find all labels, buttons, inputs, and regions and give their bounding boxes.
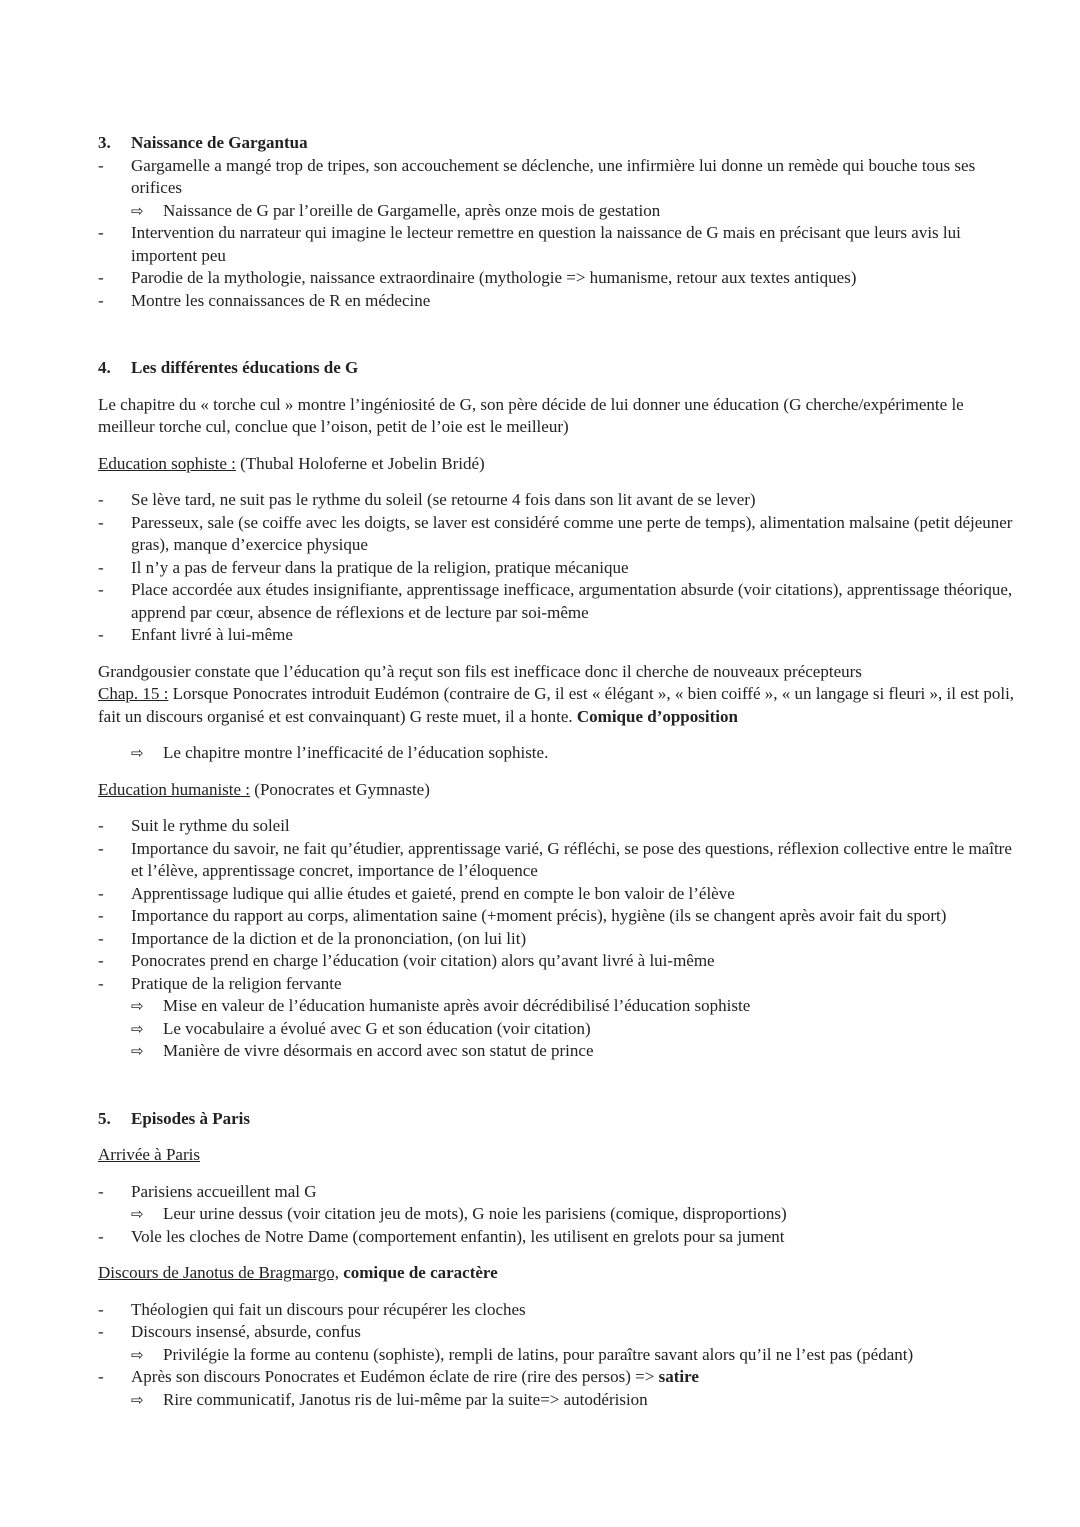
bullet-item [0, 950, 1080, 973]
bullet-item [0, 905, 1080, 928]
bullet-text: Pratique de la religion fervante [131, 973, 342, 993]
subtitle-bold: comique de caractère [338, 1263, 498, 1282]
arrow-icon: ⇨ [131, 997, 144, 1015]
arrow-text: Manière de vivre désormais en accord avec son statut de prince [163, 1041, 594, 1060]
bullet-text: Suit le rythme du soleil [131, 816, 290, 835]
chap15-text: Lorsque Ponocrates introduit Eudémon (contraire de G, il est « élégant », « bien coiffé », « un langage si fleuri », il est poli, fait un discours organisé et est convainquant) G reste muet, il a honte. [98, 684, 1015, 726]
bullet-item [0, 1181, 1080, 1204]
dash-icon: - [98, 973, 104, 993]
arrow-item [0, 1344, 1080, 1367]
bullet-item [0, 579, 1080, 624]
bullet-text: Vole les cloches de Notre Dame (comportement enfantin), les utilisent en grelots pour sa jument [131, 1226, 785, 1246]
arrow-text: Rire communicatif, Janotus ris de lui-même par la suite=> autodérision [163, 1389, 648, 1409]
bullet-item [0, 489, 1080, 512]
bullet-text: Importance du savoir, ne fait qu’étudier, apprentissage varié, G réfléchi, se pose des questions, réflexion collective entre le maître et l’élève, apprentissage concret, importance de l’éloquence [131, 838, 1012, 880]
bullet-item [0, 815, 1080, 838]
arrow-text: Mise en valeur de l’éducation humaniste après avoir décrédibilisé l’éducation sophiste [163, 996, 751, 1015]
arrow-icon: ⇨ [131, 744, 144, 762]
arrow-item [0, 1203, 1080, 1226]
arrow-item [0, 1018, 1080, 1041]
bullet-text: Parisiens accueillent mal G [131, 1181, 317, 1201]
bullet-text: Se lève tard, ne suit pas le rythme du soleil (se retourne 4 fois dans son lit avant de se lever) [131, 490, 756, 509]
dash-icon: - [98, 906, 104, 925]
bullet-text: Il n’y a pas de ferveur dans la pratique de la religion, pratique mécanique [131, 557, 629, 577]
subtitle-arrivee [0, 1144, 1080, 1167]
arrow-text: Le chapitre montre l’inefficacité de l’éducation sophiste. [163, 743, 549, 762]
arrow-text: Leur urine dessus (voir citation jeu de mots), G noie les parisiens (comique, disproportions) [163, 1204, 787, 1223]
subtitle-sophiste [0, 453, 1080, 476]
dash-icon: - [98, 1181, 104, 1201]
arrow-text: Le vocabulaire a évolué avec G et son éducation (voir citation) [163, 1018, 591, 1038]
dash-icon: - [98, 512, 104, 532]
bullet-bold: satire [658, 1367, 699, 1386]
dash-icon: - [98, 580, 104, 599]
grandgousier-paragraph: Grandgousier constate que l’éducation qu’à reçut son fils est inefficace donc il cherche de nouveaux précepteurs [98, 661, 862, 681]
bullet-item [0, 973, 1080, 996]
dash-icon: - [98, 951, 104, 970]
bullet-item [0, 222, 1080, 267]
dash-icon: - [98, 223, 104, 242]
dash-icon: - [98, 1367, 104, 1386]
section-4-heading [0, 357, 1080, 380]
chap15-bold: Comique d’opposition [576, 706, 738, 726]
bullet-text: Théologien qui fait un discours pour récupérer les cloches [131, 1299, 526, 1319]
arrow-icon: ⇨ [131, 1345, 144, 1364]
section-number: 3. [98, 133, 111, 152]
section-title: Naissance de Gargantua [131, 133, 308, 152]
dash-icon: - [98, 816, 104, 835]
subtitle-rest: (Ponocrates et Gymnaste) [250, 779, 430, 799]
bullet-item [0, 267, 1080, 290]
intro-paragraph: Le chapitre du « torche cul » montre l’ingéniosité de G, son père décide de lui donner une éducation (G cherche/expérimente le meilleur torche cul, conclue que l’oison, petit de l’oie est le meilleur) [98, 394, 964, 436]
bullet-text: Importance de la diction et de la prononciation, (on lui lit) [131, 928, 527, 948]
dash-icon: - [98, 1226, 104, 1246]
bullet-item [0, 1299, 1080, 1322]
arrow-icon: ⇨ [131, 1042, 144, 1060]
arrow-text: Naissance de G par l’oreille de Gargamelle, après onze mois de gestation [163, 200, 661, 220]
document-page [0, 132, 1080, 1411]
dash-icon: - [98, 1299, 104, 1319]
bullet-text: Discours insensé, absurde, confus [131, 1322, 361, 1341]
section-title: Les différentes éducations de G [131, 358, 359, 377]
bullet-text: Place accordée aux études insignifiante, apprentissage inefficace, argumentation absurde (voir citations), apprentissage théorique, apprend par cœur, absence de réflexions et de lecture par soi-même [131, 580, 1013, 622]
bullet-text: Après son discours Ponocrates et Eudémon éclate de rire (rire des persos) => [131, 1367, 659, 1386]
section-5-heading [0, 1108, 1080, 1131]
subtitle-rest: (Thubal Holoferne et Jobelin Bridé) [235, 453, 485, 473]
bullet-text: Gargamelle a mangé trop de tripes, son accouchement se déclenche, une infirmière lui donne un remède qui bouche tous ses orifices [131, 155, 976, 197]
bullet-text: Enfant livré à lui-même [131, 625, 293, 644]
bullet-item [0, 1366, 1080, 1389]
dash-icon: - [98, 928, 104, 948]
subtitle-label: Education sophiste : [98, 453, 236, 473]
arrow-text: Privilégie la forme au contenu (sophiste), rempli de latins, pour paraître savant alors qu’il ne l’est pas (pédant) [163, 1344, 914, 1364]
arrow-icon: ⇨ [131, 1205, 144, 1223]
arrow-item [0, 1040, 1080, 1063]
arrow-item [0, 200, 1080, 223]
section-3-heading [0, 132, 1080, 155]
bullet-item [0, 928, 1080, 951]
bullet-item [0, 155, 1080, 200]
dash-icon: - [98, 290, 104, 310]
bullet-item [0, 1321, 1080, 1344]
section-title: Episodes à Paris [131, 1108, 251, 1128]
dash-icon: - [98, 883, 104, 903]
subtitle-label: Arrivée à Paris [98, 1145, 200, 1164]
bullet-item [0, 1226, 1080, 1249]
subtitle-label: Discours de Janotus de Bragmargo, [98, 1263, 339, 1282]
dash-icon: - [98, 625, 104, 644]
subtitle-janotus [0, 1262, 1080, 1285]
subtitle-label: Education humaniste : [98, 779, 251, 799]
bullet-text: Paresseux, sale (se coiffe avec les doigts, se laver est considéré comme une perte de temps), alimentation malsaine (petit déjeuner gras), manque d’exercice physique [131, 512, 1013, 554]
arrow-icon: ⇨ [131, 1019, 144, 1038]
arrow-item [0, 995, 1080, 1018]
dash-icon: - [98, 268, 104, 287]
arrow-item [0, 1389, 1080, 1412]
subtitle-humaniste [0, 779, 1080, 802]
dash-icon: - [98, 557, 104, 577]
arrow-item [0, 742, 1080, 765]
chap15-paragraph [0, 683, 1080, 728]
bullet-text: Ponocrates prend en charge l’éducation (voir citation) alors qu’avant livré à lui-même [131, 951, 715, 970]
section-number: 4. [98, 358, 111, 377]
bullet-item [0, 512, 1080, 557]
arrow-icon: ⇨ [131, 1390, 144, 1409]
dash-icon: - [98, 838, 104, 858]
bullet-text: Apprentissage ludique qui allie études et gaieté, prend en compte le bon valoir de l’élève [131, 883, 735, 903]
bullet-item [0, 624, 1080, 647]
bullet-text: Montre les connaissances de R en médecine [131, 290, 431, 310]
bullet-text: Importance du rapport au corps, alimentation saine (+moment précis), hygiène (ils se changent après avoir fait du sport) [131, 906, 947, 925]
section-number: 5. [98, 1108, 111, 1128]
bullet-item [0, 883, 1080, 906]
arrow-icon: ⇨ [131, 201, 144, 220]
bullet-text: Parodie de la mythologie, naissance extraordinaire (mythologie => humanisme, retour aux textes antiques) [131, 268, 857, 287]
bullet-text: Intervention du narrateur qui imagine le lecteur remettre en question la naissance de G mais en précisant que leurs avis lui importent peu [131, 223, 961, 265]
bullet-item [0, 557, 1080, 580]
dash-icon: - [98, 490, 104, 509]
bullet-item [0, 290, 1080, 313]
chap15-label: Chap. 15 : [98, 684, 169, 703]
dash-icon: - [98, 1322, 104, 1341]
dash-icon: - [98, 155, 104, 175]
bullet-item [0, 838, 1080, 883]
